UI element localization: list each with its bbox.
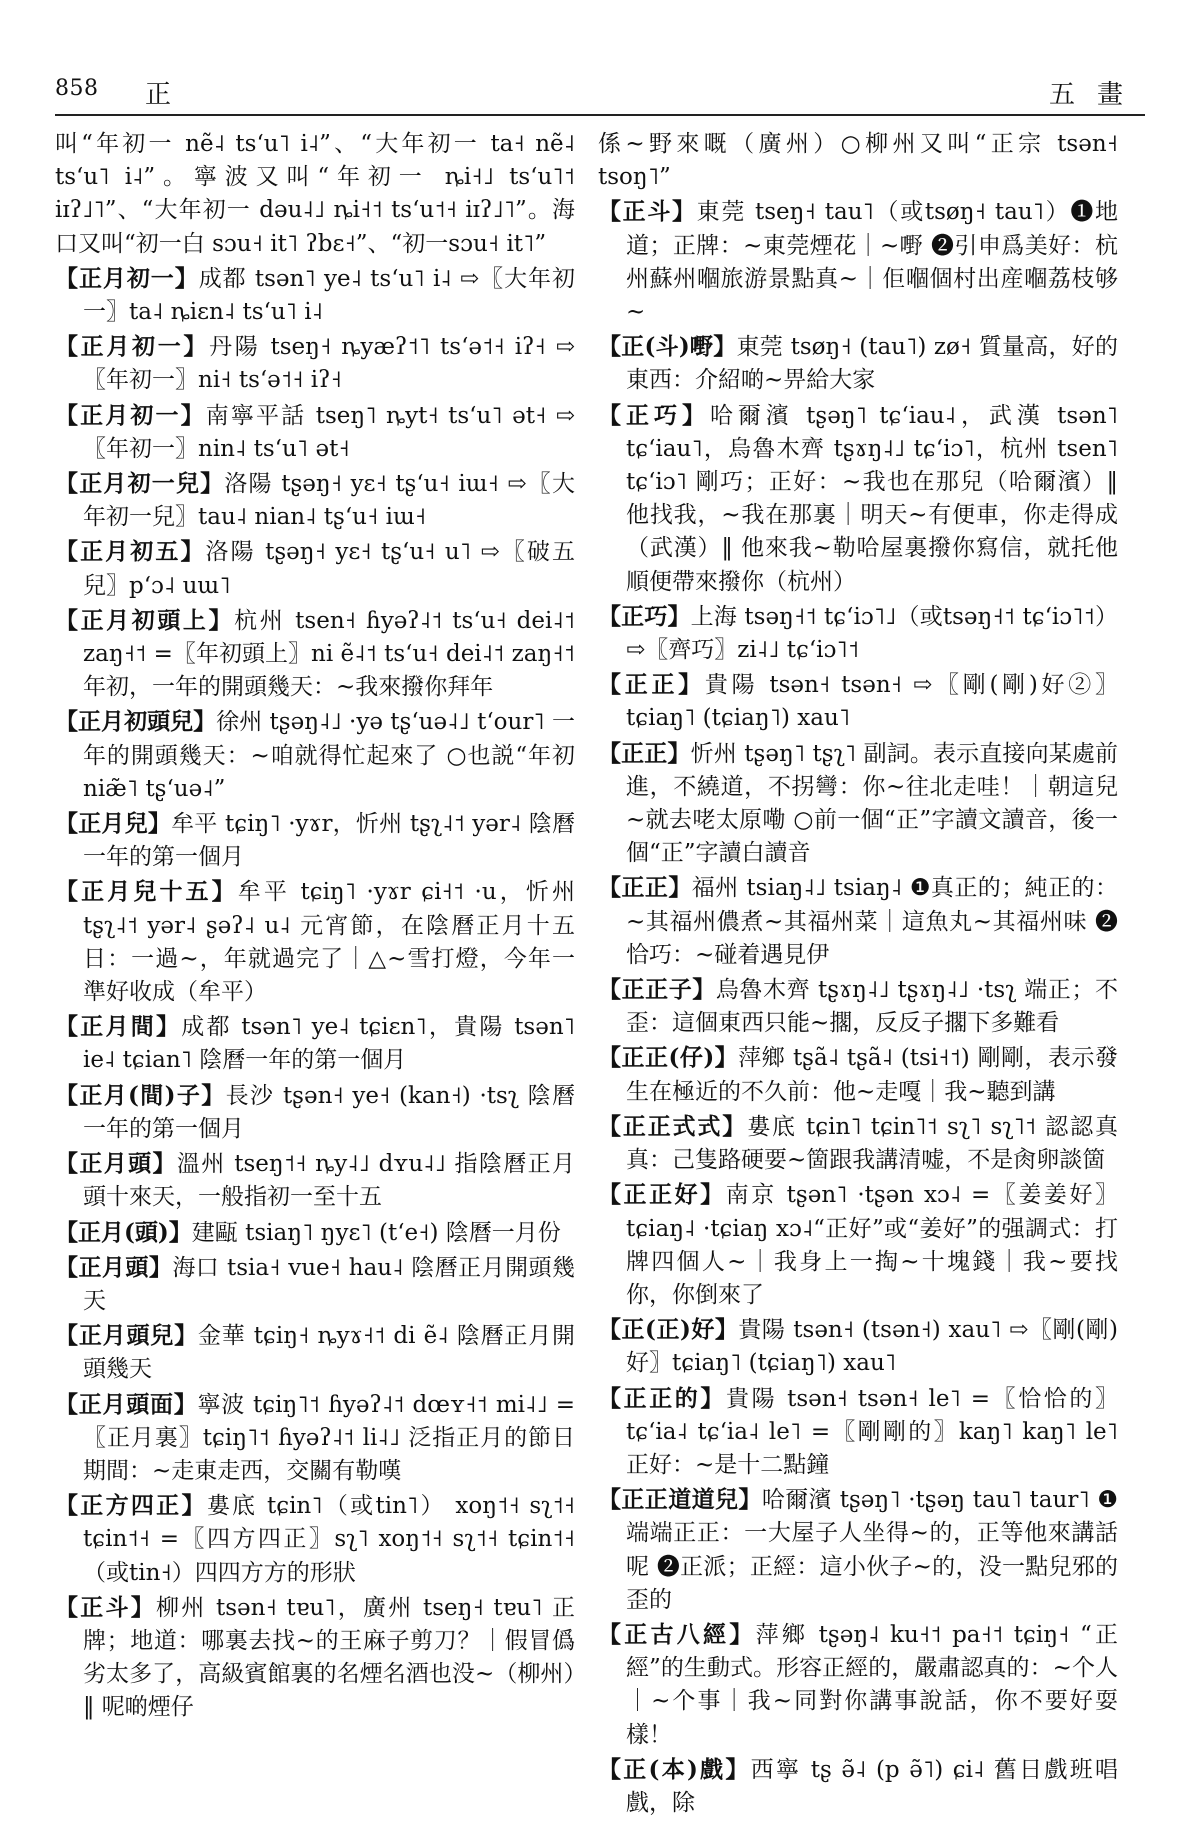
dictionary-entry [598,399,1118,599]
entry-headword: 【正(正)好】 [598,1316,739,1344]
entry-continuation [598,128,1118,194]
entry-text: 寧波 tɕiŋ˥˦ ɦyəʔ˨˦ dœʏ˧˦ mi˨˩ =〖正月裏〗tɕiŋ˥˦ ɦyəʔ˨˦ li˨˩ 泛指正月的節日期間：~走東走西，交關有勒嘆 [83,1391,576,1484]
entry-headword: 【正月初一兒】 [55,470,225,498]
dictionary-entry [55,705,575,806]
dictionary-entry [598,668,1118,735]
entry-headword: 【正(斗)嘢】 [598,333,737,361]
dictionary-entry [55,604,575,705]
dictionary-entry [55,1388,575,1489]
dictionary-entry [55,875,575,1009]
entry-text: 海口 tsia˧ vue˧ hau˨ 陰曆正月開頭幾天 [83,1254,575,1314]
entry-headword: 【正正的】 [598,1384,726,1412]
head-character: 正 [145,80,172,110]
dictionary-entry [598,871,1118,972]
entry-text: 東莞 tsøŋ˧ (tau˥) zø˧ 質量高，好的東西：介紹啲~畀給大家 [626,334,1118,394]
entry-headword: 【正月初一】 [55,333,210,361]
entry-headword: 【正(本)戲】 [598,1755,751,1783]
entry-text: 牟平 tɕiŋ˥ ·yɤr，忻州 tʂʅ˨˦ yər˨ 陰曆一年的第一個月 [83,811,575,871]
left-column [55,128,575,1726]
entry-headword: 【正月初一】 [55,401,206,429]
dictionary-entry [55,399,575,466]
dictionary-entry [598,1110,1118,1177]
entry-headword: 【正月頭】 [55,1253,173,1281]
entry-text: 哈爾濱 tʂəŋ˥ ·tʂəŋ tau˥ taur˥ ❶端端正正：一大屋子人坐得~的，正等他來講話呢 ❷正派；正經：這小伙子~的，没一點兒邪的歪的 [626,1487,1118,1613]
dictionary-entry [55,1216,575,1250]
dictionary-entry [598,195,1118,329]
entry-headword: 【正正子】 [598,976,716,1004]
dictionary-entry [55,1079,575,1146]
entry-headword: 【正正】 [598,671,705,699]
dictionary-entry [55,1319,575,1386]
entry-headword: 【正正】 [598,739,691,767]
entry-text: 杭州 tsen˧ ɦyəʔ˨˦ tsʻu˧ dei˨˦ zaŋ˧˦ =〖年初頭上〗ni ẽ˨˦ tsʻu˧ dei˨˦ zaŋ˧˦ 年初，一年的開頭幾天：~我來撥你拜年 [83,607,576,701]
dictionary-entry [55,1489,575,1590]
dictionary-entry [598,1382,1118,1483]
dictionary-entry [598,973,1118,1040]
entry-text: 建甌 tsiaŋ˥ ŋyɛ˥ (tʻe˧) 陰曆一月份 [191,1219,561,1246]
entry-text: 丹陽 tseŋ˧ ȵyæʔ˦˥ tsʻə˦˧ iʔ˧ ⇨〖年初一〗ni˧ tsʻə˦˧ iʔ˧ [83,334,576,394]
dictionary-entry [55,1591,575,1725]
entry-text: 成都 tsən˥ ye˨ tɕiɛn˥，貴陽 tsən˥ ie˨ tɕian˥ 陰曆一年的第一個月 [83,1014,576,1074]
entry-headword: 【正古八經】 [598,1620,756,1648]
entry-text: 南寧平話 tseŋ˥ ȵyt˧ tsʻu˥ ət˧ ⇨〖年初一〗nin˨ tsʻu˥ ət˧ [83,402,575,462]
entry-text: 溫州 tseŋ˦˧ ȵy˨˩ dʏu˨˩ 指陰曆正月頭十來天，一般指初一至十五 [83,1151,576,1211]
entry-text: 哈爾濱 tʂəŋ˥ tɕʻiau˨，武漢 tsən˥ tɕʻiau˥，烏魯木齊 tʂɤŋ˨˩ tɕʻiɔ˥，杭州 tsen˥ tɕʻiɔ˥ 剛巧；正好：~我也在那兒（哈爾濱）‖ 他找我，~我在那裏｜明天~有便車，你走得成（武漢）‖ 他來我~勒哈屋裏撥你寫信，就托他順便帶來撥你（杭州） [626,402,1118,595]
dictionary-entry [598,1618,1118,1752]
entry-text: 貴陽 tsən˧ tsən˧ ⇨〖剛(剛)好②〗tɕiaŋ˥ (tɕiaŋ˥) xau˥ [626,672,1118,732]
entry-headword: 【正斗】 [598,198,697,226]
entry-text: 忻州 tʂəŋ˥ tʂʅ˥ 副詞。表示直接向某處前進，不繞道，不拐彎：你~往北走哇！｜朝這兒~就去咾太原嘞 ○前一個“正”字讀文讀音，後一個“正”字讀白讀音 [626,740,1118,867]
entry-text: 成都 tsən˥ ye˨ tsʻu˥ i˨ ⇨〖大年初一〗ta˨ ȵiɛn˨ tsʻu˥ i˨ [83,265,575,326]
entry-continuation [55,128,575,261]
entry-headword: 【正月頭面】 [55,1390,198,1418]
entry-headword: 【正月間】 [55,1013,182,1041]
entry-text: 南京 tʂən˥ ·tʂən xɔ˨ =〖姜姜好〗tɕiaŋ˨ ·tɕiaŋ xɔ˨“正好”或“姜好”的强調式：打牌四個人~｜我身上一掏~十塊錢｜我~要找你，你倒來了 [626,1182,1118,1308]
dictionary-entry [598,1041,1118,1108]
dictionary-entry [55,535,575,602]
entry-headword: 【正正】 [598,874,692,902]
page-header [55,70,1145,114]
entry-headword: 【正月兒】 [55,810,172,838]
dictionary-entry [55,1251,575,1318]
dictionary-entry [598,1313,1118,1380]
entry-headword: 【正月(頭)】 [55,1218,192,1246]
entry-headword: 【正正好】 [598,1181,726,1209]
page-number: 858 [55,76,99,101]
entry-text: 洛陽 tʂəŋ˧ yɛ˧ tʂʻu˧ u˥ ⇨〖破五兒〗pʻɔ˨ uɯ˥ [83,539,576,599]
entry-headword: 【正月(間)子】 [55,1081,226,1109]
dictionary-entry [55,330,575,397]
entry-text: 萍鄉 tʂəŋ˨ ku˧˦ pa˧˦ tɕiŋ˧ “正經”的生動式。形容正經的，嚴肅認真的：~个人｜~个事｜我~同對你講事說話，你不要好耍樣！ [626,1621,1118,1748]
entry-text: 東莞 tseŋ˧ tau˥（或tsøŋ˧ tau˥）❶地道；正牌：~東莞煙花｜~嘢 ❷引申爲美好：杭州蘇州嗰旅游景點真~｜佢嗰個村出産嗰荔枝够~ [626,199,1118,326]
entry-headword: 【正月頭兒】 [55,1322,198,1350]
dictionary-entry [598,1483,1118,1617]
entry-text: 金華 tɕiŋ˧ ȵyɤ˧˦ di ẽ˨ 陰曆正月開頭幾天 [83,1323,576,1383]
entry-headword: 【正正道道兒】 [598,1486,762,1514]
entry-text: 上海 tsəŋ˧˦ tɕʻiɔ˥˩（或tsəŋ˧˦ tɕʻiɔ˥˦）⇨〖齊巧〗zi˨˩ tɕʻiɔ˥˦ [626,603,1118,664]
dictionary-entry [55,262,575,329]
entry-text: 長沙 tʂən˧ ye˧ (kan˧) ·tsʅ 陰曆一年的第一個月 [83,1082,576,1142]
dictionary-entry [55,1147,575,1214]
entry-text: 牟平 tɕiŋ˥ ·yɤr ɕi˧˦ ·u，忻州 tʂʅ˨˦ yər˨ ʂəʔ˨ u˨ 元宵節，在陰曆正月十五日：一過~，年就過完了｜△~雪打燈，今年一準好收成（牟平） [83,879,576,1006]
entry-headword: 【正月初頭兒】 [55,708,217,736]
entry-headword: 【正月頭】 [55,1150,177,1178]
dictionary-entry [598,737,1118,871]
entry-headword: 【正月初一】 [55,264,199,292]
dictionary-entry [598,600,1118,667]
entry-text: 貴陽 tsən˧ tsən˧ le˥ =〖恰恰的〗tɕʻia˨ tɕʻia˨ le˥ =〖剛剛的〗kaŋ˥ kaŋ˥ le˥ 正好：~是十二點鐘 [626,1385,1118,1478]
entry-headword: 【正方四正】 [55,1492,207,1520]
header-rule [55,114,1145,116]
entry-headword: 【正巧】 [598,602,691,630]
entry-text: 叫“年初一 nẽ˨ tsʻu˥ i˨”、“大年初一 ta˧ nẽ˨ tsʻu˥ i˨”。寧波又叫“年初一 ȵi˧˩ tsʻu˥˦ iɪʔ˩˥”、“大年初一 dəu˨˩ ȵi˧˦ tsʻu˦˧ iɪʔ˩˥”。海口又叫“初一白 sɔu˧ it˥ ʔbɛ˧”、“初一sɔu˧ it˥” [55,131,575,257]
section-title: 五畫 [1048,80,1145,110]
entry-text: 係~野來嘅（廣州）○柳州又叫“正宗 tsən˧ tsoŋ˥” [598,131,1118,191]
entry-text: 柳州 tsən˧ tɐu˥，廣州 tseŋ˧ tɐu˥ 正牌；地道：哪裏去找~的王麻子剪刀？｜假冒僞劣太多了，高級賓館裏的名煙名酒也没~（柳州）‖ 呢啲煙仔 [83,1594,576,1721]
dictionary-entry [55,467,575,534]
entry-headword: 【正斗】 [55,1593,156,1621]
dictionary-entry [55,1010,575,1077]
right-column [598,128,1118,1821]
entry-headword: 【正正(仔)】 [598,1044,739,1072]
entry-text: 福州 tsiaŋ˨˩ tsiaŋ˨ ❶真正的；純正的：~其福州儂煮~其福州菜｜這魚丸~其福州味 ❷恰巧：~碰着遇見伊 [626,875,1118,968]
entry-headword: 【正正式式】 [598,1112,748,1140]
entry-text: 烏魯木齊 tʂɤŋ˨˩ tʂɤŋ˨˩ ·tsʅ 端正；不歪：這個東西只能~擱，反反子擱下多難看 [626,977,1118,1037]
entry-headword: 【正月兒十五】 [55,878,238,906]
dictionary-entry [598,330,1118,397]
entry-text: 徐州 tʂəŋ˨˩ ·yə tʂʻuə˨˩ tʻour˥ 一年的開頭幾天：~咱就得忙起來了 ○也説“年初niæ̃˥ tʂʻuə˨” [83,709,575,802]
entry-text: 貴陽 tsən˧ (tsən˧) xau˥ ⇨〖剛(剛)好〗tɕiaŋ˥ (tɕiaŋ˥) xau˥ [626,1317,1118,1377]
entry-text: 西寧 tʂ ə̃˨ (p ə̃˥) ɕi˨ 舊日戲班唱戲，除 [626,1756,1118,1816]
dictionary-entry [598,1753,1118,1820]
entry-text: 婁底 tɕin˥ tɕin˥˦ sʅ˥ sʅ˥˦ 認認真真：己隻路硬要~箇跟我講清嘘，不是肏卵談箇 [626,1113,1119,1174]
entry-text: 洛陽 tʂəŋ˧ yɛ˧ tʂʻu˧ iɯ˧ ⇨〖大年初一兒〗tau˨ nian˨ tʂʻu˧ iɯ˧ [83,471,576,531]
entry-headword: 【正月初五】 [55,538,206,566]
dictionary-entry [598,1178,1118,1312]
dictionary-entry [55,807,575,874]
entry-text: 萍鄉 tʂã˨ tʂã˨ (tsi˧˦) 剛剛，表示發生在極近的不久前：他~走嘎｜我~聽到講 [626,1045,1118,1105]
entry-text: 婁底 tɕin˥（或tin˥） xoŋ˦˧ sʅ˦˧ tɕin˦˧ =〖四方四正〗sʅ˥ xoŋ˦˧ sʅ˦˧ tɕin˦˧（或tin˧）四四方方的形狀 [83,1493,576,1586]
entry-headword: 【正巧】 [598,401,710,429]
entry-headword: 【正月初頭上】 [55,606,235,634]
